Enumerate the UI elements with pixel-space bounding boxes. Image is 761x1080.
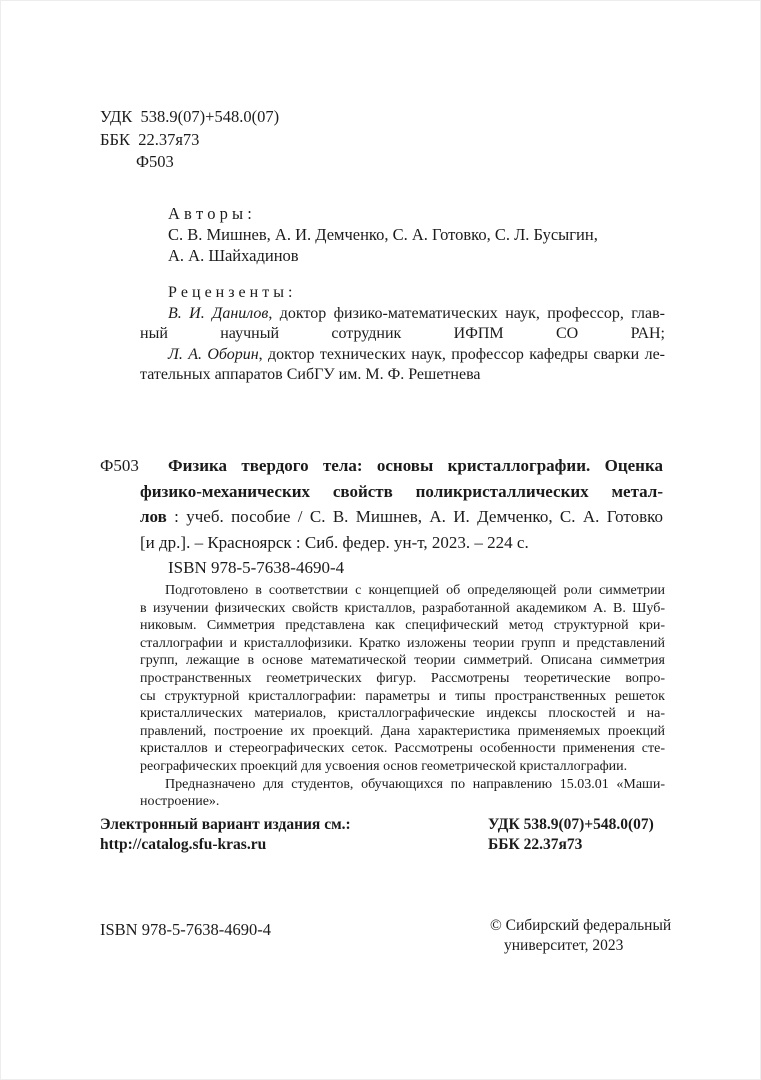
authors-block [168,203,598,266]
reviewer-name: В. И. Данилов [168,304,269,322]
annotation-line: сы структурной кристаллографии: параметры и типы пространственных решеток [140,688,665,704]
bbk-code: ББК 22.37я73 [100,129,200,149]
annotation-line: реографических проекций для усвоения основ геометрической кристаллографии. [140,758,628,774]
catalog-imprint-text: : учеб. пособие / С. В. Мишнев, А. И. Демченко, С. А. Готовко [166,507,663,526]
annotation-line: пространственных геометрических фигур. Рассмотрены теоретические вопро- [140,670,665,686]
isbn-line: ISBN 978-5-7638-4690-4 [168,558,345,577]
annotation-block [140,582,665,811]
reviewer-line [140,345,665,366]
annotation-line: никовым. Симметрия представлена как специфический метод структурной кри- [140,618,665,634]
authors-heading: А в т о р ы : [168,204,252,223]
annotation-line: кристаллических материалов, кристаллографические индексы плоскостей и на- [140,706,665,722]
catalog-entry [100,453,663,581]
reviewers-block [140,283,665,386]
annotation-line: в изучении физических свойств кристаллов, разработанной академиком А. В. Шуб- [140,600,665,616]
catalog-code: Ф503 [100,456,139,475]
reviewers-heading: Р е ц е н з е н т ы : [168,284,293,301]
annotation-line: групп, лежащие в основе математической теории симметрий. Описана симметрия [140,653,665,669]
copyright-line: университет, 2023 [504,936,624,954]
bbk-code: ББК 22.37я73 [488,835,583,853]
udk-code: УДК 538.9(07)+548.0(07) [488,816,654,833]
classification-codes [100,106,279,174]
annotation-line: ностроение». [140,794,220,810]
udk-code: УДК 538.9(07)+548.0(07) [100,107,280,126]
reviewer-line: тательных аппаратов СибГУ им. М. Ф. Решетнева [140,366,481,383]
catalog-entry-line: [и др.]. – Красноярск : Сиб. федер. ун-т, 2023. – 224 с. [140,532,529,552]
electronic-edition-note [100,815,351,854]
reviewer-credentials: , доктор физико-математических наук, профессор, глав- [268,304,665,322]
isbn-line: ISBN 978-5-7638-4690-4 [100,920,271,939]
annotation-line: Предназначено для студентов, обучающихся по направлению 15.03.01 «Маши- [165,776,665,792]
catalog-entry-line [100,453,663,479]
author-sign-code: Ф503 [136,152,174,171]
copyright-line: © Сибирский федеральный [490,917,672,934]
reviewer-credentials: , доктор технических наук, профессор кафедры сварки ле- [258,345,666,363]
annotation-line: сталлографии и кристаллофизики. Кратко изложены теории групп и представлений [140,635,665,651]
reviewer-name: Л. А. Оборин [168,345,259,363]
copyright-block [490,916,671,955]
authors-line: А. А. Шайхадинов [168,246,299,265]
electronic-edition-label: Электронный вариант издания см.: [100,816,351,833]
classification-codes-repeat [488,815,654,854]
annotation-line: правлений, построение их проекций. Дана характеристика применяемых проекций [140,723,665,739]
annotation-line: Подготовлено в соответствии с концепцией об определяющей роли симметрии [165,583,665,598]
book-title-line: физико-механических свойств поликристаллических метал- [140,481,663,501]
reviewer-line: ный научный сотрудник ИФПМ СО РАН; [140,325,665,342]
annotation-line: кристаллов и стереографических сеток. Рассмотрены особенности применения сте- [140,741,665,757]
book-title-line: Физика твердого тела: основы кристаллографии. Оценка [168,456,663,475]
book-title-line: лов [140,507,167,526]
catalog-url: http://catalog.sfu-kras.ru [100,835,267,853]
catalog-entry-line [100,504,663,530]
authors-line: С. В. Мишнев, А. И. Демченко, С. А. Готовко, С. Л. Бусыгин, [168,225,598,244]
reviewer-line [140,304,665,325]
